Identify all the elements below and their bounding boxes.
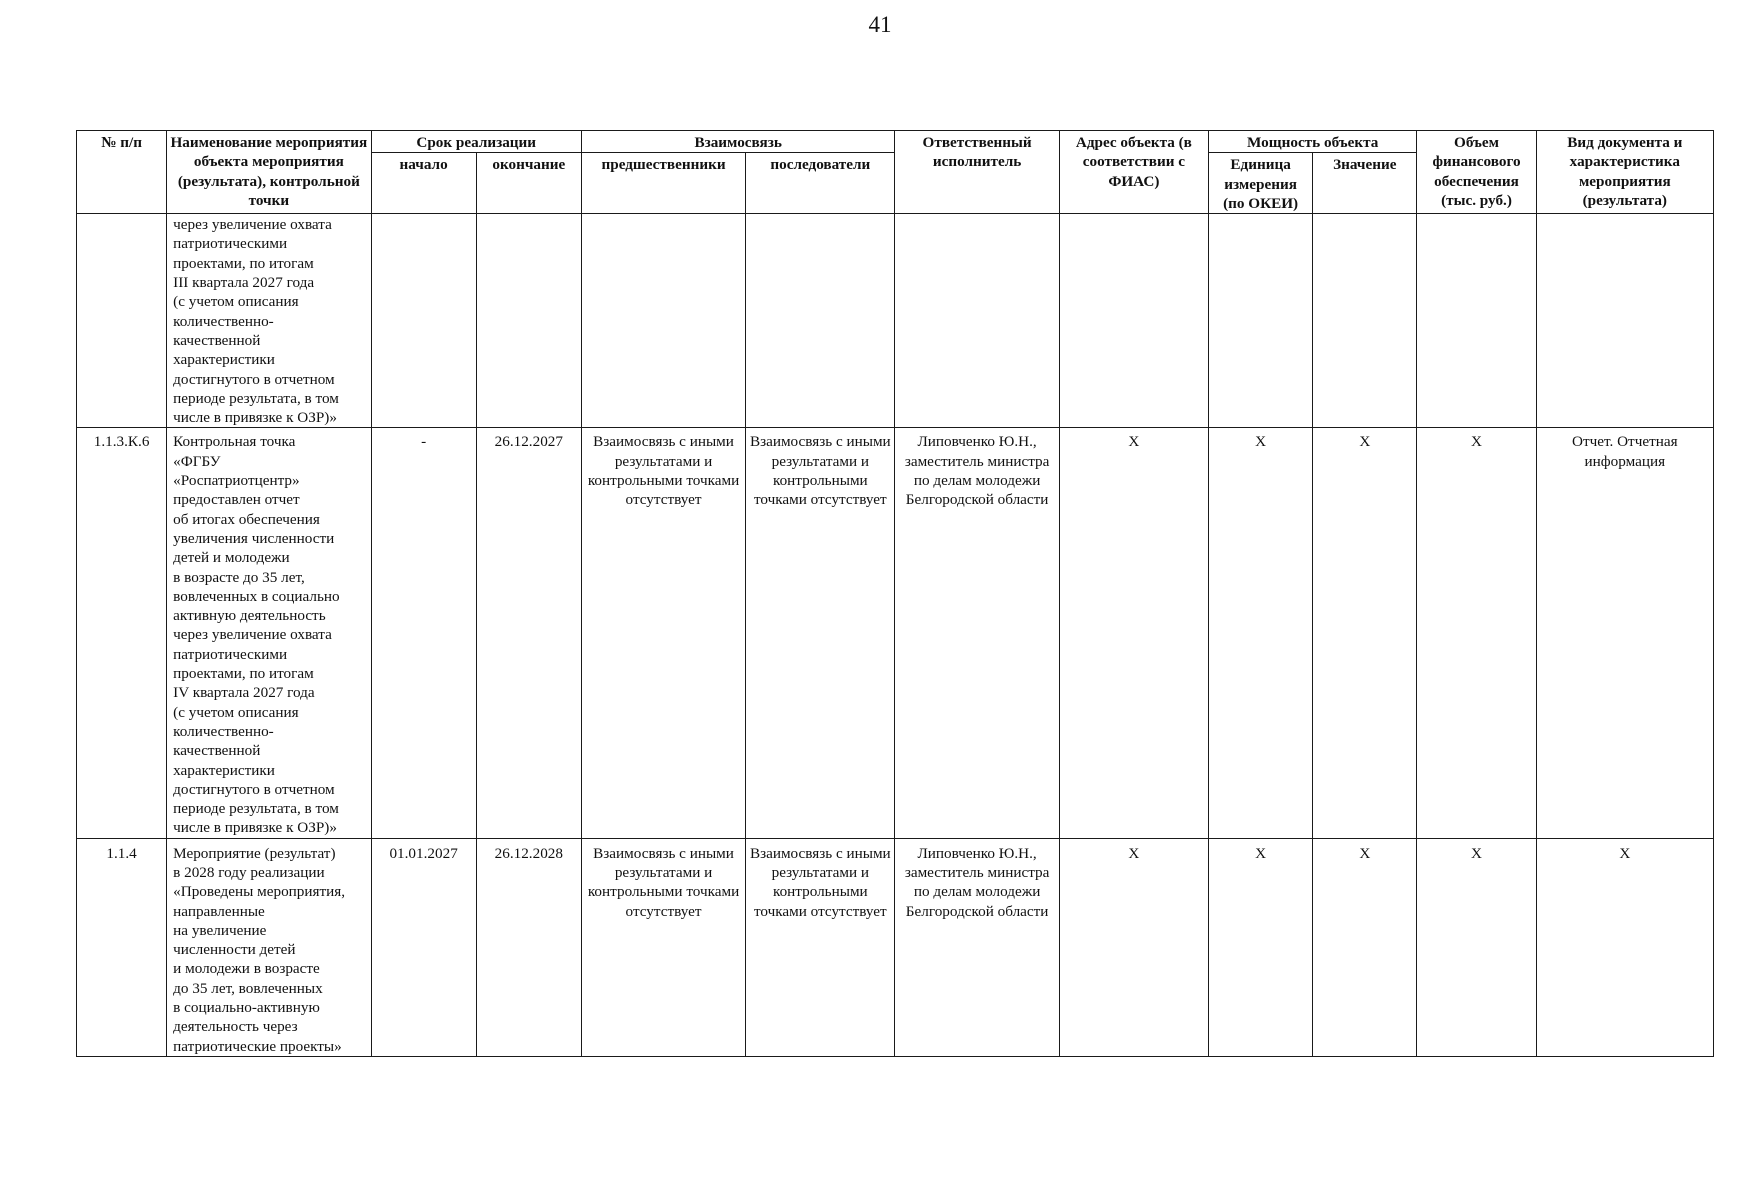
- name-line: в возрасте до 35 лет,: [173, 568, 305, 586]
- row-num: 1.1.4: [77, 838, 167, 1056]
- name-line: (с учетом описания: [173, 293, 299, 311]
- row-doc-type: Отчет. Отчетная информация: [1536, 428, 1713, 838]
- name-line: активную деятельность: [173, 607, 326, 625]
- name-line: об итогах обеспечения: [173, 510, 320, 528]
- row-name: [167, 428, 371, 838]
- row-doc-type: [1536, 214, 1713, 428]
- header-finance: Объем финансового обеспечения (тыс. руб.): [1417, 131, 1536, 214]
- name-line: детей и молодежи: [173, 549, 290, 567]
- header-predecessors: предшественники: [581, 153, 745, 214]
- header-term-end: окончание: [476, 153, 581, 214]
- header-term: Срок реализации: [371, 131, 581, 153]
- header-address: Адрес объекта (в соответствии с ФИАС): [1059, 131, 1208, 214]
- row-unit: X: [1209, 838, 1313, 1056]
- row-end: 26.12.2027: [476, 428, 581, 838]
- name-line: и молодежи в возрасте: [173, 960, 320, 978]
- name-line: IV квартала 2027 года: [173, 684, 315, 702]
- name-line: через увеличение охвата: [173, 216, 332, 234]
- header-num: № п/п: [77, 131, 167, 214]
- name-line: периоде результата, в том: [173, 389, 339, 407]
- row-address: X: [1059, 838, 1208, 1056]
- row-finance: X: [1417, 838, 1536, 1056]
- header-unit: Единица измерения (по ОКЕИ): [1209, 153, 1313, 214]
- table-row: [77, 214, 1714, 428]
- row-address: [1059, 214, 1208, 428]
- row-successors: [746, 214, 895, 428]
- name-line: в 2028 году реализации: [173, 863, 325, 881]
- row-end: 26.12.2028: [476, 838, 581, 1056]
- header-term-start: начало: [371, 153, 476, 214]
- name-line: «Роспатриотцентр»: [173, 472, 300, 490]
- row-value: X: [1313, 428, 1417, 838]
- header-successors: последователи: [746, 153, 895, 214]
- row-start: -: [371, 428, 476, 838]
- name-line: проектами, по итогам: [173, 665, 314, 683]
- name-line: качественной: [173, 331, 261, 349]
- name-line: (с учетом описания: [173, 703, 299, 721]
- row-value: [1313, 214, 1417, 428]
- name-line: на увеличение: [173, 921, 267, 939]
- row-unit: [1209, 214, 1313, 428]
- name-line: в социально-активную: [173, 999, 320, 1017]
- name-line: числе в привязке к ОЗР)»: [173, 409, 337, 427]
- row-successors: Взаимосвязь с иными результатами и контрольными точками отсутствует: [746, 428, 895, 838]
- name-line: числе в привязке к ОЗР)»: [173, 819, 337, 837]
- table-row: [77, 838, 1714, 1056]
- name-line: количественно-: [173, 312, 274, 330]
- header-doc-type: Вид документа и характеристика мероприятия (результата): [1536, 131, 1713, 214]
- name-line: до 35 лет, вовлеченных: [173, 979, 323, 997]
- row-num: [77, 214, 167, 428]
- name-line: достигнутого в отчетном: [173, 780, 335, 798]
- header-name: Наименование мероприятия объекта мероприятия (результата), контрольной точки: [167, 131, 371, 214]
- row-finance: X: [1417, 428, 1536, 838]
- row-start: [371, 214, 476, 428]
- row-predecessors: Взаимосвязь с иными результатами и контрольными точками отсутствует: [581, 838, 745, 1056]
- name-line: направленные: [173, 902, 265, 920]
- header-value: Значение: [1313, 153, 1417, 214]
- row-start: 01.01.2027: [371, 838, 476, 1056]
- row-responsible: Липовченко Ю.Н., заместитель министра по делам молодежи Белгородской области: [895, 428, 1059, 838]
- name-line: III квартала 2027 года: [173, 274, 315, 292]
- name-line: достигнутого в отчетном: [173, 370, 335, 388]
- row-end: [476, 214, 581, 428]
- name-line: «Проведены мероприятия,: [173, 883, 346, 901]
- name-line: количественно-: [173, 722, 274, 740]
- row-predecessors: Взаимосвязь с иными результатами и контрольными точками отсутствует: [581, 428, 745, 838]
- name-line: Мероприятие (результат): [173, 844, 336, 862]
- name-line: патриотические проекты»: [173, 1037, 342, 1055]
- name-line: предоставлен отчет: [173, 491, 300, 509]
- name-line: через увеличение охвата: [173, 626, 332, 644]
- name-line: «ФГБУ: [173, 452, 221, 470]
- row-num: 1.1.3.К.6: [77, 428, 167, 838]
- name-line: вовлеченных в социально: [173, 587, 340, 605]
- row-value: X: [1313, 838, 1417, 1056]
- row-address: X: [1059, 428, 1208, 838]
- row-unit: X: [1209, 428, 1313, 838]
- row-name: [167, 838, 371, 1056]
- header-capacity: Мощность объекта: [1209, 131, 1417, 153]
- page-number: 41: [868, 12, 892, 37]
- name-line: Контрольная точка: [173, 433, 296, 451]
- table-header: [77, 131, 1714, 214]
- row-successors: Взаимосвязь с иными результатами и контрольными точками отсутствует: [746, 838, 895, 1056]
- name-line: проектами, по итогам: [173, 254, 314, 272]
- row-name: [167, 214, 371, 428]
- row-doc-type: X: [1536, 838, 1713, 1056]
- plan-table: [76, 130, 1714, 1057]
- name-line: качественной: [173, 742, 261, 760]
- name-line: деятельность через: [173, 1018, 298, 1036]
- header-relation: Взаимосвязь: [581, 131, 895, 153]
- name-line: характеристики: [173, 761, 275, 779]
- name-line: характеристики: [173, 351, 275, 369]
- name-line: периоде результата, в том: [173, 800, 339, 818]
- row-responsible: Липовченко Ю.Н., заместитель министра по делам молодежи Белгородской области: [895, 838, 1059, 1056]
- header-responsible: Ответственный исполнитель: [895, 131, 1059, 214]
- name-line: увеличения численности: [173, 529, 335, 547]
- row-predecessors: [581, 214, 745, 428]
- row-responsible: [895, 214, 1059, 428]
- name-line: патриотическими: [173, 645, 288, 663]
- row-finance: [1417, 214, 1536, 428]
- table-row: [77, 428, 1714, 838]
- name-line: патриотическими: [173, 235, 288, 253]
- name-line: численности детей: [173, 941, 296, 959]
